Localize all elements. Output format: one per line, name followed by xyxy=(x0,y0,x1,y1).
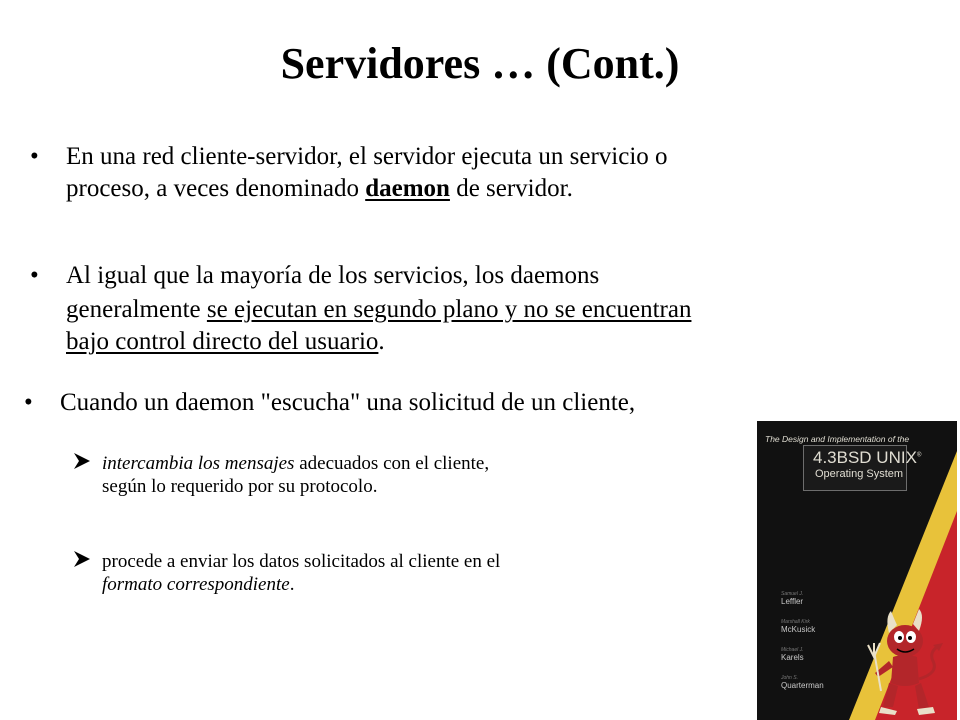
sub-bullet-text xyxy=(102,452,702,498)
text-run: de servidor. xyxy=(449,175,573,202)
author-last-name: Karels xyxy=(781,653,804,662)
underlined-phrase: bajo control directo del usuario xyxy=(66,328,379,355)
slide-title: Servidores … (Cont.) xyxy=(280,39,680,88)
bullet-daemon-listens xyxy=(24,387,824,419)
sub-bullet-exchange-messages xyxy=(73,452,713,502)
bullet-dot: • xyxy=(24,389,33,416)
author-first-name: Samuel J. xyxy=(781,591,804,597)
author-first-name: Marshall Kirk xyxy=(781,619,810,625)
italic-phrase: intercambia los mensajes xyxy=(102,453,295,474)
daemon-term: daemon xyxy=(365,175,450,202)
text-run: adecuados con el cliente, xyxy=(294,453,490,474)
bullet-line: En una red cliente-servidor, el servidor ejecuta un servicio o xyxy=(66,143,668,170)
author-first-name: John S. xyxy=(781,675,798,681)
bullet-dot: • xyxy=(30,262,39,289)
bullet-line xyxy=(66,326,385,357)
text-run: generalmente xyxy=(66,296,207,323)
italic-phrase: formato correspondiente xyxy=(102,574,290,595)
bullet-line xyxy=(66,294,691,325)
book-subtitle: The Design and Implementation of the xyxy=(765,434,910,444)
underlined-phrase: se ejecutan en segundo plano y no se encuentran xyxy=(206,296,692,323)
arrow-bullet-icon xyxy=(73,551,91,567)
text-run: según lo requerido por su protocolo. xyxy=(102,476,378,497)
text-run: proceso, a veces denominado xyxy=(66,175,366,202)
author-first-name: Michael J. xyxy=(781,647,804,653)
bullet-line: Cuando un daemon "escucha" una solicitud de un cliente, xyxy=(60,389,636,416)
bullet-line: Al igual que la mayoría de los servicios, los daemons xyxy=(66,262,600,289)
bullet-dot: • xyxy=(30,143,39,170)
book-title-main: 4.3BSD UNIX xyxy=(813,448,917,467)
book-cover-image xyxy=(757,421,957,720)
registered-mark: ® xyxy=(916,452,922,459)
book-title-sub: Operating System xyxy=(815,468,904,480)
bullet-line xyxy=(66,173,573,204)
author-last-name: Leffler xyxy=(781,597,804,606)
text-run: procede a enviar los datos solicitados al cliente en el xyxy=(102,551,501,572)
sub-bullet-text xyxy=(102,550,702,596)
author-last-name: Quarterman xyxy=(781,681,824,690)
text-run: . xyxy=(289,574,295,595)
sub-bullet-send-data xyxy=(73,550,713,600)
arrow-bullet-icon xyxy=(73,453,91,469)
book-title xyxy=(813,448,921,468)
text-run: . xyxy=(378,328,385,355)
bullet-background-execution xyxy=(30,260,880,356)
bullet-daemon-definition xyxy=(30,141,850,205)
author-last-name: McKusick xyxy=(781,625,816,634)
